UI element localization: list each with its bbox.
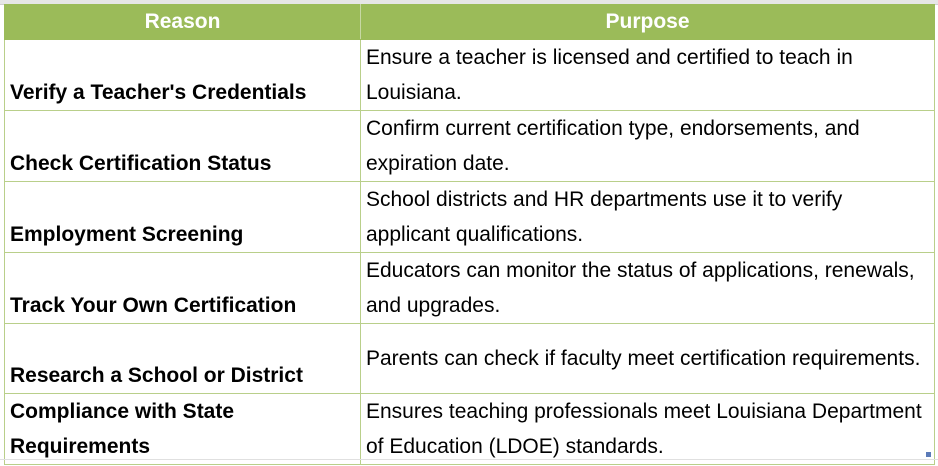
table-row — [5, 253, 935, 324]
reason-text: Compliance with State Requirements — [10, 400, 235, 458]
reason-cell[interactable] — [5, 182, 361, 253]
reason-cell[interactable] — [5, 40, 361, 111]
table-row — [5, 40, 935, 111]
purpose-cell[interactable] — [361, 324, 935, 394]
purpose-cell[interactable] — [361, 253, 935, 324]
purpose-text: Ensures teaching professionals meet Louisiana Department of Education (LDOE) standards. — [366, 400, 922, 458]
reason-text: Research a School or District — [10, 364, 303, 387]
purpose-cell[interactable] — [361, 182, 935, 253]
header-reason[interactable]: Reason — [5, 5, 361, 40]
purpose-text: Confirm current certification type, endorsements, and expiration date. — [366, 117, 860, 175]
reason-purpose-table — [4, 4, 935, 465]
reason-text: Employment Screening — [10, 223, 244, 246]
purpose-text: Educators can monitor the status of applications, renewals, and upgrades. — [366, 259, 915, 317]
table-row — [5, 182, 935, 253]
purpose-text: Parents can check if faculty meet certification requirements. — [366, 347, 921, 370]
purpose-cell[interactable] — [361, 111, 935, 182]
purpose-cell[interactable] — [361, 40, 935, 111]
reason-cell[interactable] — [5, 253, 361, 324]
reason-cell[interactable] — [5, 394, 361, 465]
selection-fill-handle[interactable] — [926, 452, 931, 457]
purpose-text: School districts and HR departments use it to verify applicant qualifications. — [366, 188, 843, 246]
purpose-cell[interactable] — [361, 394, 935, 465]
table-row — [5, 394, 935, 465]
header-purpose[interactable]: Purpose — [361, 5, 935, 40]
header-row — [5, 5, 935, 40]
reason-text: Check Certification Status — [10, 152, 272, 175]
purpose-text: Ensure a teacher is licensed and certified to teach in Louisiana. — [366, 46, 853, 104]
reason-text: Track Your Own Certification — [10, 294, 297, 317]
reason-cell[interactable] — [5, 324, 361, 394]
table-row — [5, 111, 935, 182]
table-row — [5, 324, 935, 394]
row-gridline — [0, 459, 938, 460]
reason-cell[interactable] — [5, 111, 361, 182]
reason-text: Verify a Teacher's Credentials — [10, 81, 307, 104]
